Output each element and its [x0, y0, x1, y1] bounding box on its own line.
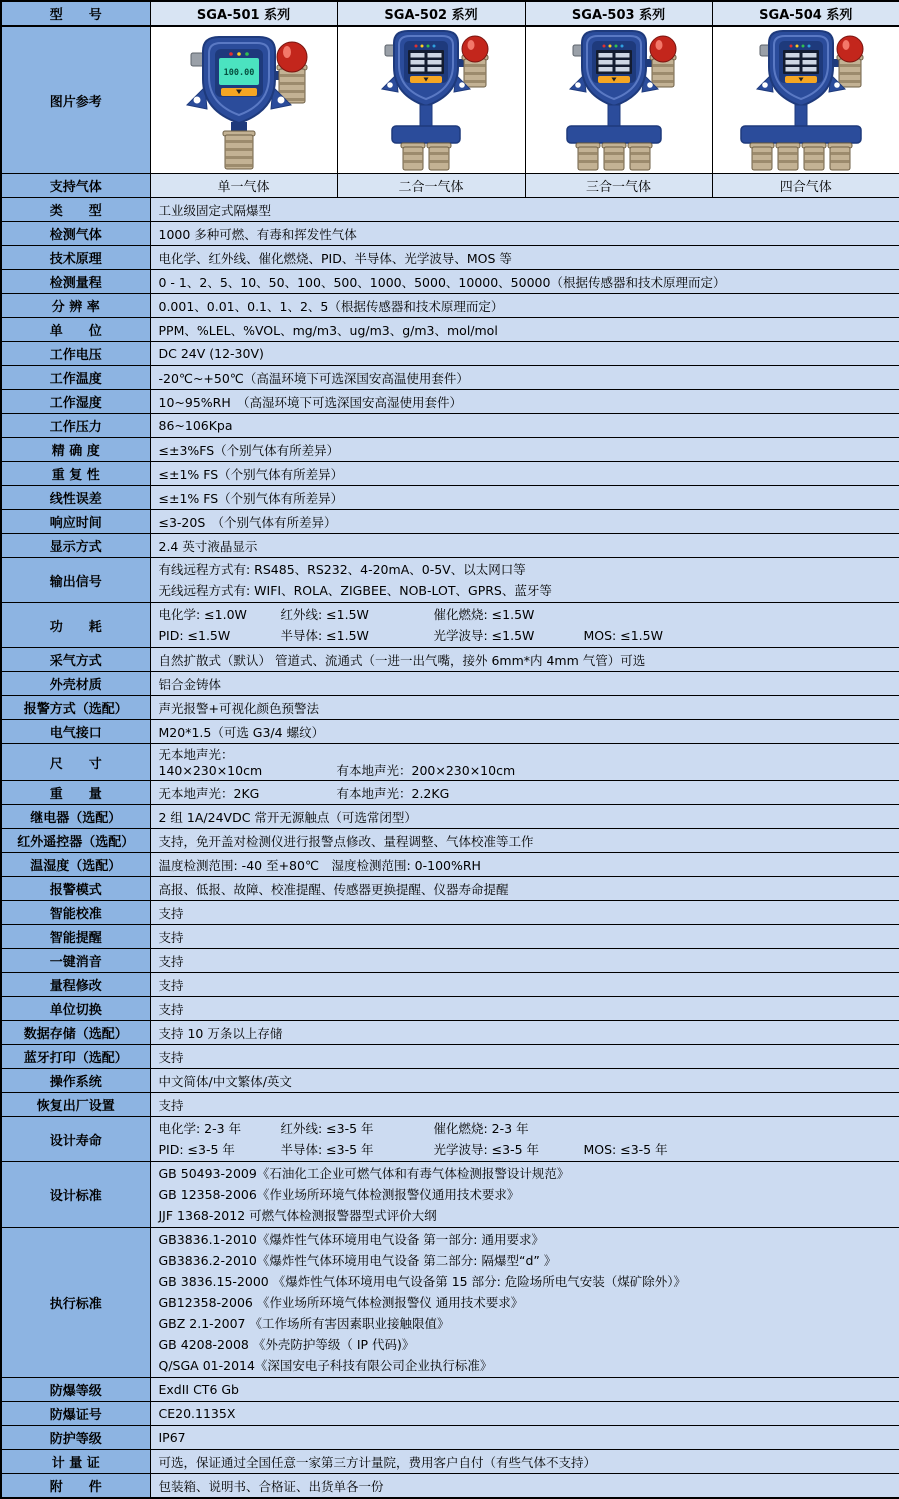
- spec-value: [150, 558, 899, 603]
- spec-part: 红外线: ≤3-5 年: [280, 1121, 374, 1136]
- device-photo-sga-502: [338, 27, 524, 173]
- spec-value: CE20.1135X: [150, 1402, 899, 1426]
- spec-row: [1, 366, 899, 390]
- spec-label: 工作电压: [1, 342, 150, 366]
- spec-label: 报警方式（选配）: [1, 696, 150, 720]
- spec-value: [150, 603, 899, 648]
- spec-label: 智能校准: [1, 901, 150, 925]
- spec-value-line: [159, 604, 892, 625]
- spec-row: [1, 1021, 899, 1045]
- model-sga-501: SGA-501 系列: [150, 1, 337, 26]
- spec-part: PID: ≤1.5W: [158, 628, 231, 643]
- spec-label: 附 件: [1, 1474, 150, 1499]
- spec-label: 量程修改: [1, 973, 150, 997]
- spec-part: 催化燃烧: 2-3 年: [433, 1121, 529, 1136]
- spec-value: 声光报警+可视化颜色预警法: [150, 696, 899, 720]
- spec-value-line: GB 3836.15-2000 《爆炸性气体环境用电气设备第 15 部分: 危险场所电气安装（煤矿除外）》: [158, 1274, 687, 1289]
- spec-label: 单位切换: [1, 997, 150, 1021]
- spec-value: PPM、%LEL、%VOL、mg/m3、ug/m3、g/m3、mol/mol: [150, 318, 899, 342]
- spec-row: [1, 534, 899, 558]
- spec-row: [1, 877, 899, 901]
- spec-row: [1, 294, 899, 318]
- spec-row: [1, 1045, 899, 1069]
- spec-row: [1, 1474, 899, 1499]
- spec-row: [1, 462, 899, 486]
- spec-row: [1, 1426, 899, 1450]
- spec-value: IP67: [150, 1426, 899, 1450]
- spec-label: 防护等级: [1, 1426, 150, 1450]
- spec-row: [1, 246, 899, 270]
- spec-label: 技术原理: [1, 246, 150, 270]
- spec-value: 支持: [150, 1093, 899, 1117]
- spec-value: ≤±3%FS（个别气体有所差异）: [150, 438, 899, 462]
- spec-label: 数据存储（选配）: [1, 1021, 150, 1045]
- spec-value: 支持: [150, 1045, 899, 1069]
- spec-row: [1, 486, 899, 510]
- spec-row: [1, 925, 899, 949]
- spec-label: 检测量程: [1, 270, 150, 294]
- spec-label: 单 位: [1, 318, 150, 342]
- spec-value-line: [159, 1139, 892, 1160]
- spec-value: ExdII CT6 Gb: [150, 1378, 899, 1402]
- model-sga-502: SGA-502 系列: [337, 1, 525, 26]
- spec-label: 恢复出厂设置: [1, 1093, 150, 1117]
- spec-label: 响应时间: [1, 510, 150, 534]
- spec-label: 采气方式: [1, 648, 150, 672]
- spec-value: 包装箱、说明书、合格证、出货单各一份: [150, 1474, 899, 1499]
- spec-part: PID: ≤3-5 年: [158, 1142, 235, 1157]
- spec-part: 有本地声光：200×230×10cm: [336, 763, 516, 778]
- spec-label: 精 确 度: [1, 438, 150, 462]
- spec-row-power: [1, 603, 899, 648]
- gas-cell: 三合一气体: [525, 174, 712, 198]
- image-row: [1, 26, 899, 174]
- spec-part: MOS: ≤3-5 年: [583, 1142, 668, 1157]
- spec-row: [1, 438, 899, 462]
- spec-label: 显示方式: [1, 534, 150, 558]
- spec-part: 红外线: ≤1.5W: [280, 607, 369, 622]
- spec-row: [1, 805, 899, 829]
- spec-part: 电化学: ≤1.0W: [158, 607, 247, 622]
- spec-value: 支持，免开盖对检测仪进行报警点修改、量程调整、气体校准等工作: [150, 829, 899, 853]
- spec-value: ≤3-20S （个别气体有所差异）: [150, 510, 899, 534]
- spec-value: 电化学、红外线、催化燃烧、PID、半导体、光学波导、MOS 等: [150, 246, 899, 270]
- spec-label: 工作压力: [1, 414, 150, 438]
- spec-part: MOS: ≤1.5W: [583, 628, 663, 643]
- spec-row: [1, 648, 899, 672]
- spec-row: [1, 414, 899, 438]
- spec-label: 操作系统: [1, 1069, 150, 1093]
- spec-value: DC 24V (12-30V): [150, 342, 899, 366]
- spec-value: M20*1.5（可选 G3/4 螺纹）: [150, 720, 899, 744]
- spec-label: 计 量 证: [1, 1450, 150, 1474]
- spec-label: 设计标准: [1, 1162, 150, 1228]
- spec-value: [150, 1228, 899, 1378]
- spec-value: 2 组 1A/24VDC 常开无源触点（可选常闭型）: [150, 805, 899, 829]
- spec-value-line: 有线远程方式有: RS485、RS232、4-20mA、0-5V、以太网口等: [158, 562, 526, 577]
- spec-label: 外壳材质: [1, 672, 150, 696]
- spec-value: 支持: [150, 997, 899, 1021]
- spec-value: [150, 744, 899, 781]
- spec-part: 半导体: ≤1.5W: [280, 628, 369, 643]
- spec-part: 光学波导: ≤3-5 年: [433, 1142, 540, 1157]
- spec-label: 分 辨 率: [1, 294, 150, 318]
- spec-label: 重 复 性: [1, 462, 150, 486]
- spec-row: [1, 1450, 899, 1474]
- spec-value: 铝合金铸体: [150, 672, 899, 696]
- spec-row: [1, 318, 899, 342]
- device-photo-sga-501: [151, 27, 337, 173]
- spec-label: 智能提醒: [1, 925, 150, 949]
- spec-row-size: [1, 744, 899, 781]
- spec-value-line: Q/SGA 01-2014《深国安电子科技有限公司企业执行标准》: [158, 1358, 493, 1373]
- spec-value: 高报、低报、故障、校准提醒、传感器更换提醒、仪器寿命提醒: [150, 877, 899, 901]
- svg-text:100.00: 100.00: [223, 68, 254, 78]
- model-sga-504: SGA-504 系列: [712, 1, 899, 26]
- spec-value-line: GB 4208-2008 《外壳防护等级（ IP 代码)》: [158, 1337, 415, 1352]
- spec-value: ≤±1% FS（个别气体有所差异）: [150, 486, 899, 510]
- spec-value: 0 - 1、2、5、10、50、100、500、1000、5000、10000、50000（根据传感器和技术原理而定）: [150, 270, 899, 294]
- spec-row: [1, 342, 899, 366]
- spec-label: 电气接口: [1, 720, 150, 744]
- spec-value-line: GB 50493-2009《石油化工企业可燃气体和有毒气体检测报警设计规范》: [158, 1166, 570, 1181]
- spec-value-line: [159, 1118, 892, 1139]
- spec-row: [1, 997, 899, 1021]
- spec-value: 支持: [150, 949, 899, 973]
- spec-value-line: GB 12358-2006《作业场所环境气体检测报警仪通用技术要求》: [158, 1187, 520, 1202]
- spec-label: 蓝牙打印（选配）: [1, 1045, 150, 1069]
- spec-value-line: JJF 1368-2012 可燃气体检测报警器型式评价大纲: [158, 1208, 437, 1223]
- spec-label: 防爆等级: [1, 1378, 150, 1402]
- device-photo-sga-504: [713, 27, 899, 173]
- spec-label: 执行标准: [1, 1228, 150, 1378]
- spec-value-line: GB3836.2-2010《爆炸性气体环境用电气设备 第二部分: 隔爆型“d” 》: [158, 1253, 557, 1268]
- spec-value: 86~106Kpa: [150, 414, 899, 438]
- spec-value: 中文简体/中文繁体/英文: [150, 1069, 899, 1093]
- spec-label: 线性误差: [1, 486, 150, 510]
- spec-label: 重 量: [1, 781, 150, 805]
- spec-row: [1, 1378, 899, 1402]
- spec-label: 防爆证号: [1, 1402, 150, 1426]
- spec-label: 设计寿命: [1, 1117, 150, 1162]
- spec-value: 支持: [150, 973, 899, 997]
- spec-row: [1, 829, 899, 853]
- spec-part: [584, 1118, 892, 1139]
- spec-value: 支持: [150, 925, 899, 949]
- spec-label: 工作湿度: [1, 390, 150, 414]
- spec-part: 光学波导: ≤1.5W: [433, 628, 535, 643]
- spec-row: [1, 720, 899, 744]
- spec-row: [1, 390, 899, 414]
- spec-label: 一键消音: [1, 949, 150, 973]
- spec-value: [150, 1162, 899, 1228]
- spec-value: 2.4 英寸液晶显示: [150, 534, 899, 558]
- spec-value: 0.001、0.01、0.1、1、2、5（根据传感器和技术原理而定）: [150, 294, 899, 318]
- spec-part: 无本地声光：2KG: [158, 785, 260, 801]
- spec-row: [1, 198, 899, 222]
- spec-part: 电化学: 2-3 年: [158, 1121, 242, 1136]
- model-sga-503: SGA-503 系列: [525, 1, 712, 26]
- image-cell: [150, 26, 337, 174]
- spec-row: [1, 510, 899, 534]
- spec-value: 可选，保证通过全国任意一家第三方计量院，费用客户自付（有些气体不支持）: [150, 1450, 899, 1474]
- image-cell: [712, 26, 899, 174]
- spec-value: 工业级固定式隔爆型: [150, 198, 899, 222]
- spec-value: -20℃~+50℃（高温环境下可选深国安高温使用套件）: [150, 366, 899, 390]
- spec-row-output-signal: [1, 558, 899, 603]
- spec-value: 支持: [150, 901, 899, 925]
- spec-row: [1, 901, 899, 925]
- spec-row: [1, 1402, 899, 1426]
- spec-part: 催化燃烧: ≤1.5W: [433, 607, 535, 622]
- spec-label: 输出信号: [1, 558, 150, 603]
- spec-row-execution-standards: [1, 1228, 899, 1378]
- spec-value: [150, 1117, 899, 1162]
- spec-row: [1, 949, 899, 973]
- supported-gas-row: [1, 174, 899, 198]
- supported-gas-label: 支持气体: [1, 174, 150, 198]
- spec-value-line: GBZ 2.1-2007 《工作场所有害因素职业接触限值》: [158, 1316, 450, 1331]
- spec-label: 继电器（选配）: [1, 805, 150, 829]
- spec-value: 1000 多种可燃、有毒和挥发性气体: [150, 222, 899, 246]
- spec-label: 检测气体: [1, 222, 150, 246]
- spec-part: 半导体: ≤3-5 年: [280, 1142, 374, 1157]
- spec-value-line: GB3836.1-2010《爆炸性气体环境用电气设备 第一部分: 通用要求》: [158, 1232, 544, 1247]
- gas-cell: 二合一气体: [337, 174, 525, 198]
- image-cell: [337, 26, 525, 174]
- spec-label: 尺 寸: [1, 744, 150, 781]
- spec-label: 报警模式: [1, 877, 150, 901]
- spec-label: 温湿度（选配）: [1, 853, 150, 877]
- spec-part: 无本地声光：140×230×10cm: [158, 747, 263, 778]
- spec-row: [1, 270, 899, 294]
- device-photo-sga-503: [526, 27, 712, 173]
- spec-label: 红外遥控器（选配）: [1, 829, 150, 853]
- gas-cell: 单一气体: [150, 174, 337, 198]
- spec-row: [1, 696, 899, 720]
- spec-label: 类 型: [1, 198, 150, 222]
- spec-part: 有本地声光：2.2KG: [336, 785, 450, 801]
- spec-value: ≤±1% FS（个别气体有所差异）: [150, 462, 899, 486]
- spec-value: [150, 781, 899, 805]
- spec-value: 自然扩散式（默认） 管道式、流通式（一进一出气嘴，接外 6mm*内 4mm 气管）可选: [150, 648, 899, 672]
- spec-row-weight: [1, 781, 899, 805]
- spec-row-design-standards: [1, 1162, 899, 1228]
- spec-row: [1, 973, 899, 997]
- spec-value-line: [159, 625, 892, 646]
- spec-row: [1, 853, 899, 877]
- model-header-row: [1, 1, 899, 26]
- spec-row-design-life: [1, 1117, 899, 1162]
- image-row-label: 图片参考: [1, 26, 150, 174]
- spec-value: 支持 10 万条以上存储: [150, 1021, 899, 1045]
- gas-cell: 四合气体: [712, 174, 899, 198]
- spec-row: [1, 222, 899, 246]
- model-header-label: 型 号: [1, 1, 150, 26]
- spec-value: 10~95%RH （高湿环境下可选深国安高湿使用套件）: [150, 390, 899, 414]
- spec-row: [1, 672, 899, 696]
- spec-part: [584, 604, 892, 625]
- spec-row: [1, 1093, 899, 1117]
- image-cell: [525, 26, 712, 174]
- spec-row: [1, 1069, 899, 1093]
- spec-label: 工作温度: [1, 366, 150, 390]
- spec-value-line: 无线远程方式有: WIFI、ROLA、ZIGBEE、NOB-LOT、GPRS、蓝牙等: [158, 583, 552, 598]
- spec-label: 功 耗: [1, 603, 150, 648]
- spec-value: 温度检测范围: -40 至+80℃ 湿度检测范围: 0-100%RH: [150, 853, 899, 877]
- spec-value-line: GB12358-2006 《作业场所环境气体检测报警仪 通用技术要求》: [158, 1295, 524, 1310]
